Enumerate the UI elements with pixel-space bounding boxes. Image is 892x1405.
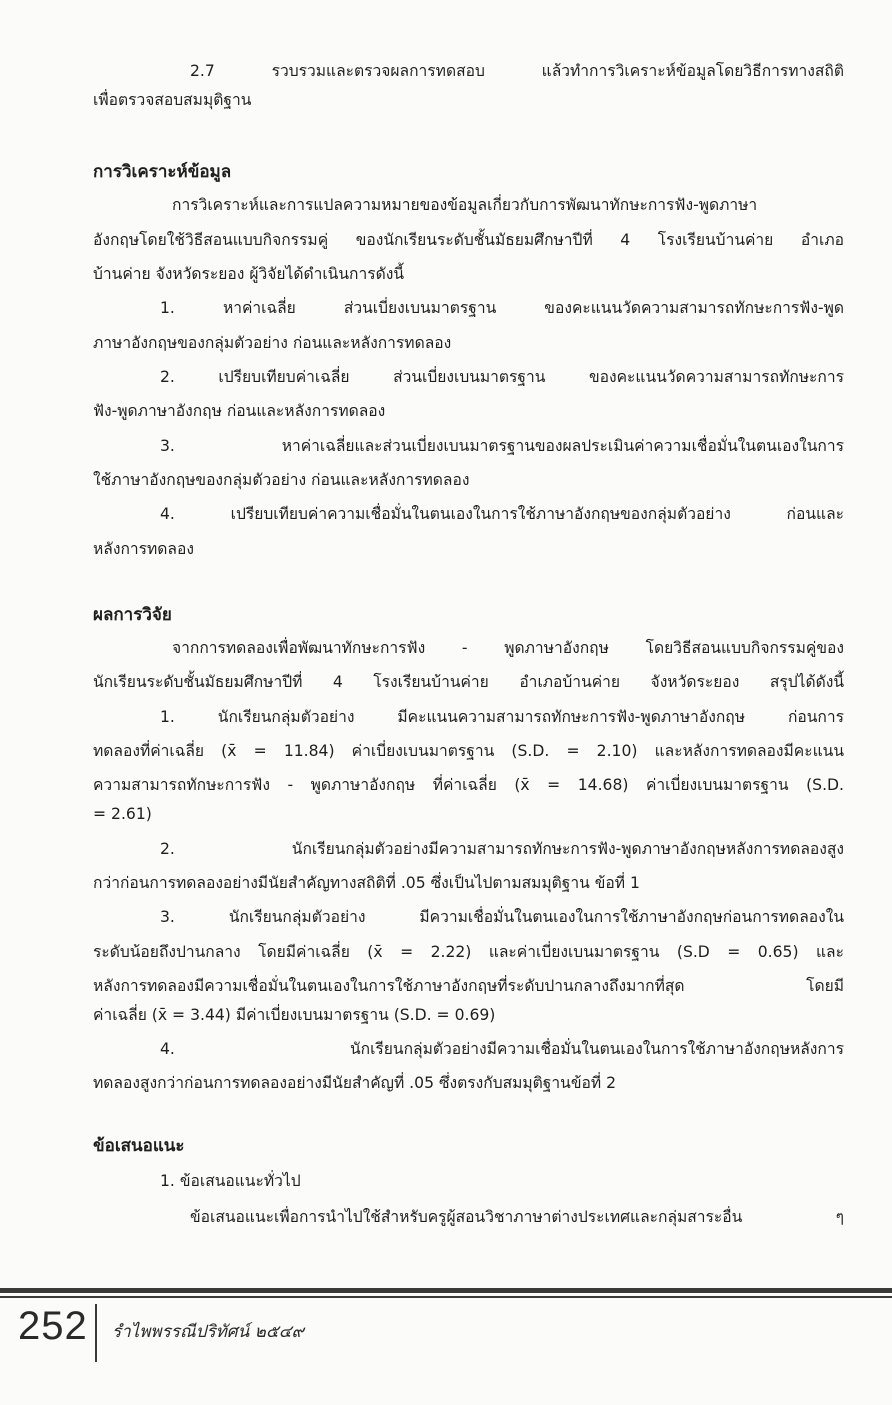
body-line: 2.7 รวบรวมและตรวจผลการทดสอบ แล้วทำการวิเคราะห์ข้อมูลโดยวิธีการทางสถิติ (190, 62, 844, 80)
page-number: 252 (18, 1304, 88, 1348)
body-line: = 2.61) (93, 805, 152, 823)
body-line: 3. นักเรียนกลุ่มตัวอย่าง มีความเชื่อมั่นในตนเองในการใช้ภาษาอังกฤษก่อนการทดลองใน (160, 908, 844, 926)
body-line: นักเรียนระดับชั้นมัธยมศึกษาปีที่ 4 โรงเรียนบ้านค่าย อำเภอบ้านค่าย จังหวัดระยอง สรุปได้ดังนี้ (93, 673, 844, 691)
body-line: กว่าก่อนการทดลองอย่างมีนัยสำคัญทางสถิติที่ .05 ซึ่งเป็นไปตามสมมุติฐาน ข้อที่ 1 (93, 874, 640, 892)
body-line: ระดับน้อยถึงปานกลาง โดยมีค่าเฉลี่ย (x̄ = 2.22) และค่าเบี่ยงเบนมาตรฐาน (S.D = 0.65) และ (93, 943, 844, 961)
body-line: ทดลองที่ค่าเฉลี่ย (x̄ = 11.84) ค่าเบี่ยงเบนมาตรฐาน (S.D. = 2.10) และหลังการทดลองมีคะแนน (93, 742, 844, 760)
footer-rule-thick (0, 1288, 892, 1293)
body-line: ข้อเสนอแนะเพื่อการนำไปใช้สำหรับครูผู้สอนวิชาภาษาต่างประเทศและกลุ่มสาระอื่น ๆ (190, 1208, 844, 1226)
body-line: ความสามารถทักษะการฟัง - พูดภาษาอังกฤษ ที่ค่าเฉลี่ย (x̄ = 14.68) ค่าเบี่ยงเบนมาตรฐาน (S.D. (93, 776, 844, 794)
body-line: จากการทดลองเพื่อพัฒนาทักษะการฟัง - พูดภาษาอังกฤษ โดยวิธีสอนแบบกิจกรรมคู่ของ (172, 639, 844, 657)
body-line: ใช้ภาษาอังกฤษของกลุ่มตัวอย่าง ก่อนและหลังการทดลอง (93, 471, 470, 489)
body-line: การวิเคราะห์และการแปลความหมายของข้อมูลเกี่ยวกับการพัฒนาทักษะการฟัง-พูดภาษา (172, 196, 758, 214)
body-line: หลังการทดลอง (93, 540, 194, 558)
body-line: ฟัง-พูดภาษาอังกฤษ ก่อนและหลังการทดลอง (93, 402, 386, 420)
body-line: 4. เปรียบเทียบค่าความเชื่อมั่นในตนเองในการใช้ภาษาอังกฤษของกลุ่มตัวอย่าง ก่อนและ (160, 505, 844, 523)
body-line: ค่าเฉลี่ย (x̄ = 3.44) มีค่าเบี่ยงเบนมาตรฐาน (S.D. = 0.69) (93, 1006, 496, 1024)
footer-divider (95, 1304, 97, 1362)
section-heading-results: ผลการวิจัย (93, 605, 172, 625)
body-line: 3. หาค่าเฉลี่ยและส่วนเบี่ยงเบนมาตรฐานของผลประเมินค่าความเชื่อมั่นในตนเองในการ (160, 437, 844, 455)
section-heading-suggestions: ข้อเสนอแนะ (93, 1136, 185, 1156)
section-heading-analysis: การวิเคราะห์ข้อมูล (93, 162, 232, 182)
body-line: 2. นักเรียนกลุ่มตัวอย่างมีความสามารถทักษะการฟัง-พูดภาษาอังกฤษหลังการทดลองสูง (160, 840, 844, 858)
body-line: เพื่อตรวจสอบสมมุติฐาน (93, 91, 252, 109)
footer-rule-thin (0, 1296, 892, 1298)
body-line: 2. เปรียบเทียบค่าเฉลี่ย ส่วนเบี่ยงเบนมาตรฐาน ของคะแนนวัดความสามารถทักษะการ (160, 368, 844, 386)
body-line: 1. ข้อเสนอแนะทั่วไป (160, 1172, 301, 1190)
journal-name: รำไพพรรณีปริทัศน์ ๒๕๔๙ (112, 1322, 305, 1342)
body-line: ภาษาอังกฤษของกลุ่มตัวอย่าง ก่อนและหลังการทดลอง (93, 334, 452, 352)
body-line: 1. หาค่าเฉลี่ย ส่วนเบี่ยงเบนมาตรฐาน ของคะแนนวัดความสามารถทักษะการฟัง-พูด (160, 299, 844, 317)
body-line: อังกฤษโดยใช้วิธีสอนแบบกิจกรรมคู่ ของนักเรียนระดับชั้นมัธยมศึกษาปีที่ 4 โรงเรียนบ้านค่าย อำเภอ (93, 231, 844, 249)
body-line: ทดลองสูงกว่าก่อนการทดลองอย่างมีนัยสำคัญที่ .05 ซึ่งตรงกับสมมุติฐานข้อที่ 2 (93, 1074, 616, 1092)
body-line: หลังการทดลองมีความเชื่อมั่นในตนเองในการใช้ภาษาอังกฤษที่ระดับปานกลางถึงมากที่สุด โดยมี (93, 977, 844, 995)
body-line: 4. นักเรียนกลุ่มตัวอย่างมีความเชื่อมั่นในตนเองในการใช้ภาษาอังกฤษหลังการ (160, 1040, 844, 1058)
body-line: 1. นักเรียนกลุ่มตัวอย่าง มีคะแนนความสามารถทักษะการฟัง-พูดภาษาอังกฤษ ก่อนการ (160, 708, 844, 726)
body-line: บ้านค่าย จังหวัดระยอง ผู้วิจัยได้ดำเนินการดังนี้ (93, 265, 404, 283)
